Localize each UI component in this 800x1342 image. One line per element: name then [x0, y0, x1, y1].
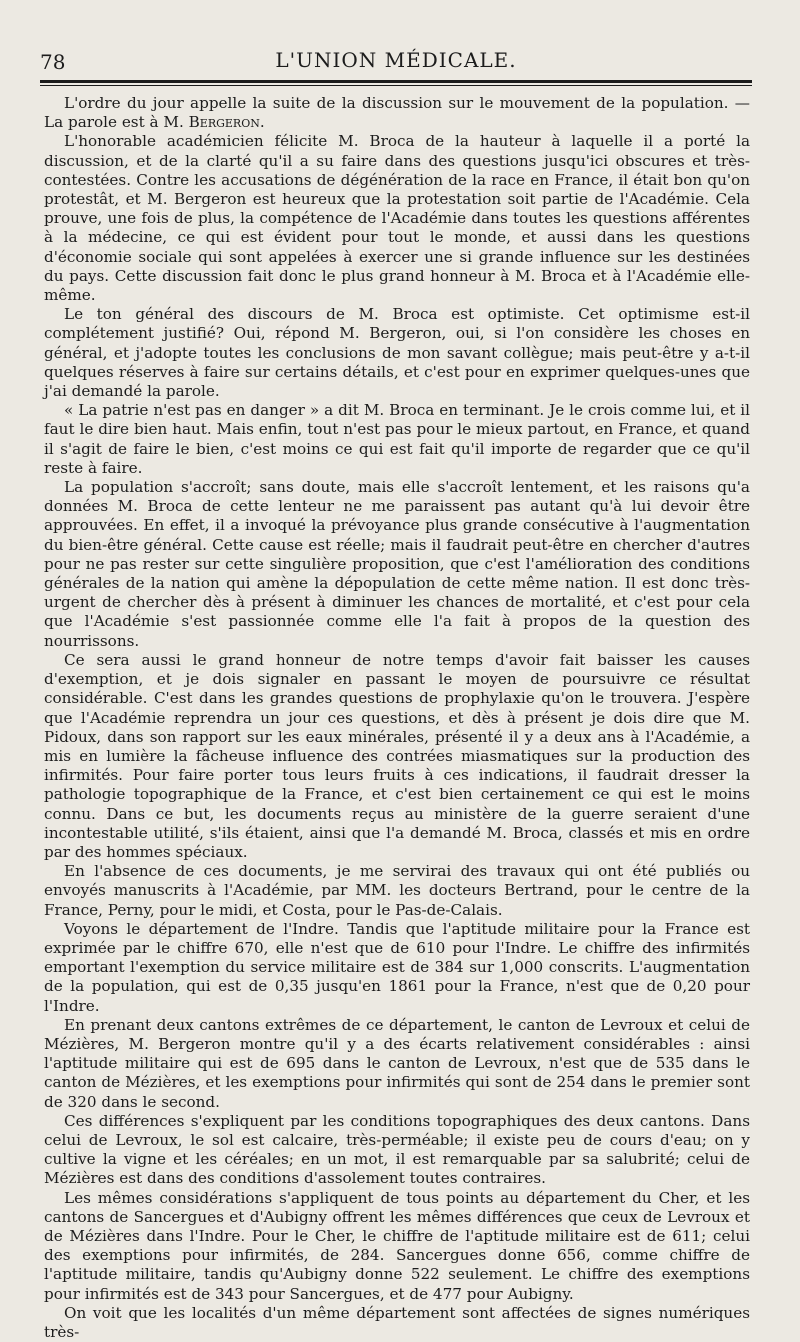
paragraph: L'ordre du jour appelle la suite de la discussion sur le mouvement de la population. — La parole est à M. Bergeron.	[44, 94, 750, 132]
paragraph: Ces différences s'expliquent par les conditions topographiques des deux cantons. Dans celui de Levroux, le sol est calcaire, très-perméable; il existe peu de cours d'eau; on y cultive la vigne et les céréales; en un mot, il est remarquable par sa salubrité; celui de Mézières est dans des conditions d'assolement toutes contraires.	[44, 1111, 750, 1188]
page-header	[40, 46, 752, 80]
paragraph: On voit que les localités d'un même département sont affectées de signes numériques très-	[44, 1303, 750, 1341]
paragraph: « La patrie n'est pas en danger » a dit M. Broca en terminant. Je le crois comme lui, et il faut le dire bien haut. Mais enfin, tout n'est pas pour le mieux partout, en France, et quand il s'agit de faire le bien, c'est moins ce qui est fait qu'il importe de regarder que ce qu'il reste à faire.	[44, 401, 750, 477]
speaker-name: Bergeron	[188, 113, 260, 132]
paragraph: L'honorable académicien félicite M. Broca de la hauteur à laquelle il a porté la discussion, et de la clarté qu'il a su faire dans des questions jusqu'ici obscures et très-contestées. Contre les accusations de dégénération de la race en France, il était bon qu'on protestât, et M. Bergeron est heureux que la protestation soit partie de l'Académie. Cela prouve, une fois de plus, la compétence de l'Académie dans toutes les questions afférentes à la médecine, ce qui est évident pour tout le monde, et aussi dans les questions d'économie sociale qui sont appelées à exercer une si grande influence sur les destinées du pays. Cette discussion fait donc le plus grand honneur à M. Broca et à l'Académie elle-même.	[44, 132, 750, 305]
paragraph: Ce sera aussi le grand honneur de notre temps d'avoir fait baisser les causes d'exemption, et je dois signaler en passant le moyen de poursuivre ce résultat considérable. C'est dans les grandes questions de prophylaxie qu'on le trouvera. J'espère que l'Académie reprendra un jour ces questions, et dès à présent je dois dire que M. Pidoux, dans son rapport sur les eaux minérales, présenté il y a deux ans à l'Académie, a mis en lumière la fâcheuse influence des contrées miasmatiques sur la production des infirmités. Pour faire porter tous leurs fruits à ces indications, il faudrait dresser la pathologie topographique de la France, et c'est bien certainement ce qui est le moins connu. Dans ce but, les documents reçus au ministère de la guerre seraient d'une incontestable utilité, s'ils étaient, ainsi que l'a demandé M. Broca, classés et mis en ordre par des hommes spéciaux.	[44, 650, 750, 861]
running-title: L'UNION MÉDICALE.	[275, 48, 517, 72]
paragraph: En l'absence de ces documents, je me servirai des travaux qui ont été publiés ou envoyés manuscrits à l'Académie, par MM. les docteurs Bertrand, pour le centre de la France, Perny, pour le midi, et Costa, pour le Pas-de-Calais.	[44, 862, 750, 919]
paragraph: Le ton général des discours de M. Broca est optimiste. Cet optimisme est-il complétement justifié? Oui, répond M. Bergeron, oui, si l'on considère les choses en général, et j'adopte toutes les conclusions de mon savant collègue; mais peut-être y a-t-il quelques réserves à faire sur certains détails, et c'est pour en exprimer quelques-unes que j'ai demandé la parole.	[44, 305, 750, 401]
paragraph: La population s'accroît; sans doute, mais elle s'accroît lentement, et les raisons qu'a données M. Broca de cette lenteur ne me paraissent pas autant qu'à lui devoir être approuvées. En effet, il a invoqué la prévoyance plus grande consécutive à l'augmentation du bien-être général. Cette cause est réelle; mais il faudrait peut-être en chercher d'autres pour ne pas rester sur cette singulière proposition, que c'est l'amélioration des conditions générales de la nation qui amène la dépopulation de cette même nation. Il est donc très-urgent de chercher dès à présent à diminuer les chances de mortalité, et c'est pour cela que l'Académie s'est passionnée comme elle l'a fait à propos de la question des nourrissons.	[44, 478, 750, 650]
paragraph: Voyons le département de l'Indre. Tandis que l'aptitude militaire pour la France est exprimée par le chiffre 670, elle n'est que de 610 pour l'Indre. Le chiffre des infirmités emportant l'exemption du service militaire est de 384 sur 1,000 conscrits. L'augmentation de la population, qui est de 0,35 jusqu'en 1861 pour la France, n'est que de 0,20 pour l'Indre.	[44, 919, 750, 1015]
page-number: 78	[40, 50, 66, 74]
header-rule	[40, 80, 752, 83]
paragraph: En prenant deux cantons extrêmes de ce département, le canton de Levroux et celui de Mézières, M. Bergeron montre qu'il y a des écarts relativement considérables : ainsi l'aptitude militaire qui est de 695 dans le canton de Levroux, n'est que de 535 dans le canton de Mézières, et les exemptions pour infirmités qui sont de 254 dans le premier sont de 320 dans le second.	[44, 1015, 750, 1111]
header-rule-thin	[40, 85, 752, 86]
paragraph: Les mêmes considérations s'appliquent de tous points au département du Cher, et les cantons de Sancergues et d'Aubigny offrent les mêmes différences que ceux de Levroux et de Mézières dans l'Indre. Pour le Cher, le chiffre de l'aptitude militaire est de 611; celui des exemptions pour infirmités, de 284. Sancergues donne 656, comme chiffre de l'aptitude militaire, tandis qu'Aubigny donne 522 seulement. Le chiffre des exemptions pour infirmités est de 343 pour Sancergues, et de 477 pour Aubigny.	[44, 1188, 750, 1303]
article-body	[44, 94, 750, 1342]
